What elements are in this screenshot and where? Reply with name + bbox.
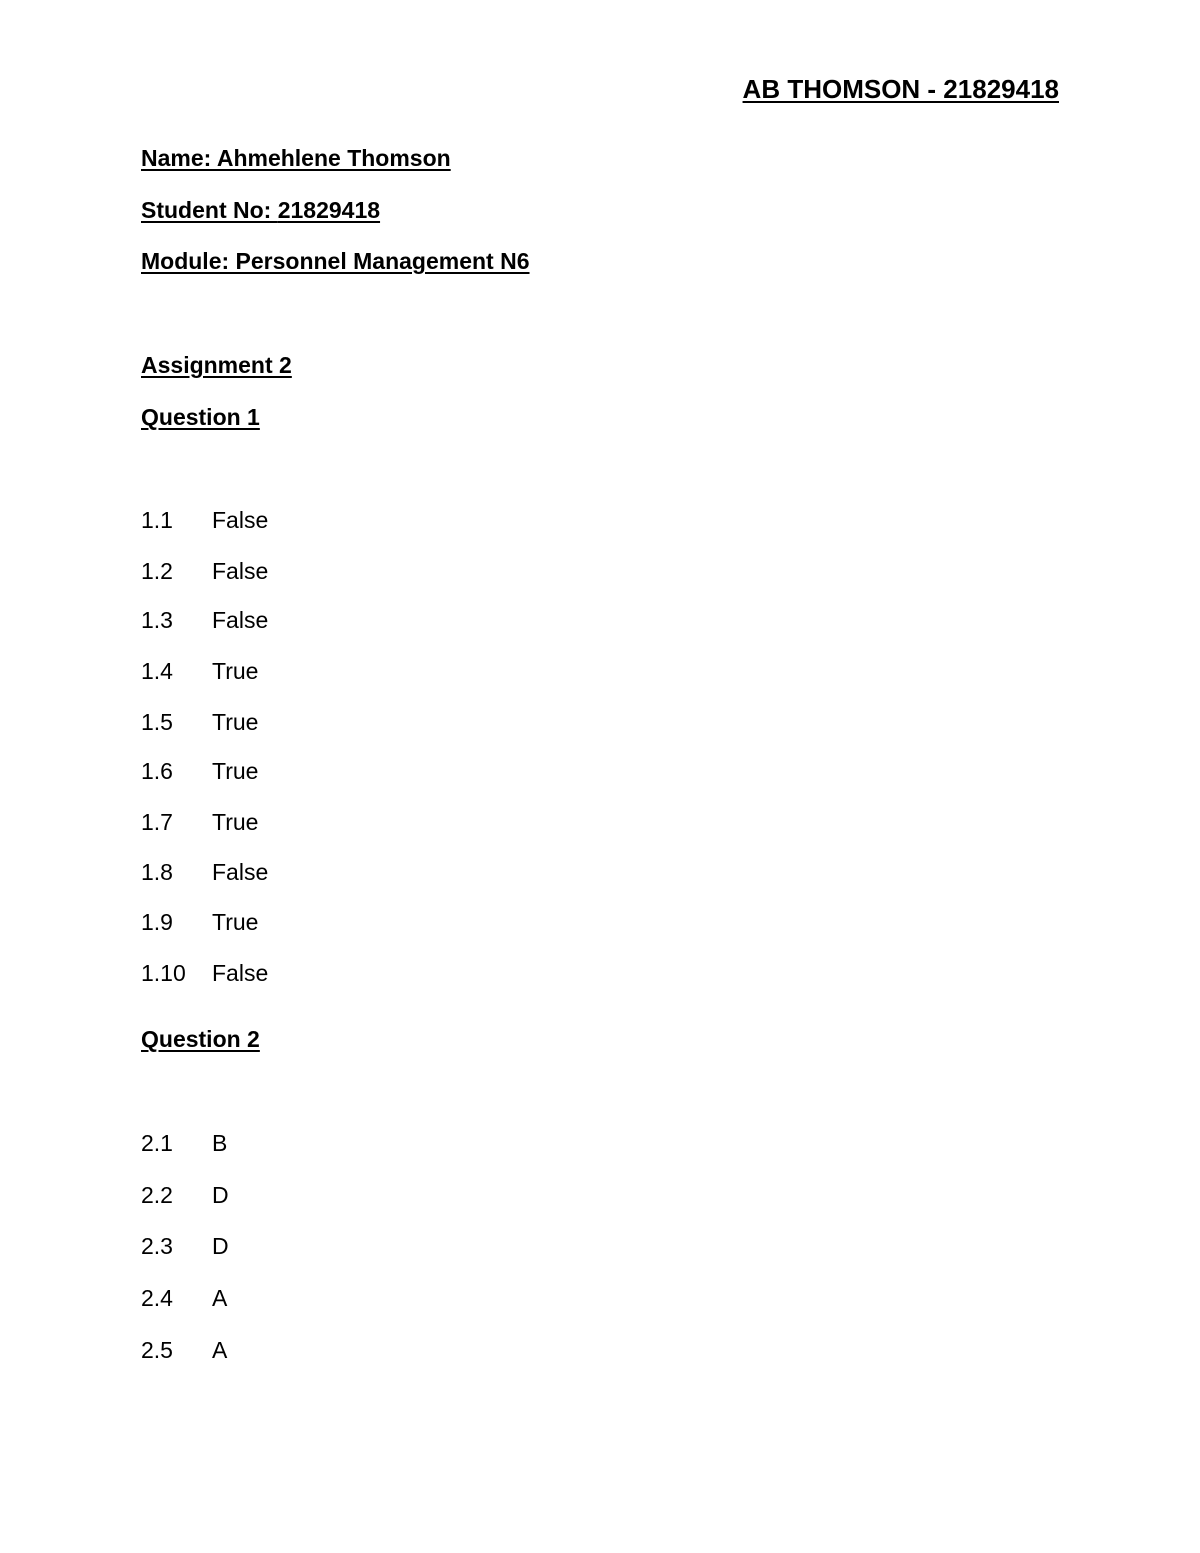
answer-number: 2.3 <box>141 1233 173 1259</box>
answer-row <box>141 1233 229 1263</box>
document-header: AB THOMSON - 21829418 <box>742 74 1059 104</box>
answer-number: 1.1 <box>141 507 173 533</box>
answer-row <box>141 1182 229 1212</box>
answer-row <box>141 859 268 889</box>
answer-value: D <box>212 1233 229 1259</box>
answer-number: 1.5 <box>141 709 173 735</box>
answer-row <box>141 1130 227 1160</box>
answer-number: 1.10 <box>141 960 186 986</box>
answer-value: True <box>212 709 259 735</box>
answer-value: A <box>212 1285 228 1311</box>
answer-value: False <box>212 960 269 986</box>
answer-value: False <box>212 558 269 584</box>
student-name: Name: Ahmehlene Thomson <box>141 145 451 171</box>
question-2-heading: Question 2 <box>141 1026 260 1052</box>
answer-value: A <box>212 1337 228 1363</box>
answer-value: True <box>212 809 259 835</box>
answer-row <box>141 507 268 537</box>
answer-row <box>141 658 258 688</box>
answer-row <box>141 1285 227 1315</box>
student-number-label: Student No: <box>141 197 278 223</box>
answer-number: 1.8 <box>141 859 173 885</box>
answer-row <box>141 809 258 839</box>
answer-number: 1.2 <box>141 558 173 584</box>
answer-number: 1.4 <box>141 658 173 684</box>
student-number-value: 21829418 <box>277 197 381 223</box>
answer-number: 2.4 <box>141 1285 173 1311</box>
module-name: Module: Personnel Management N6 <box>141 248 530 274</box>
student-number <box>141 197 380 224</box>
answer-value: False <box>212 607 269 633</box>
assignment-title: Assignment 2 <box>141 352 292 378</box>
answer-row <box>141 909 258 939</box>
answer-number: 1.9 <box>141 909 173 935</box>
question-1-heading: Question 1 <box>141 404 260 430</box>
answer-row <box>141 607 268 637</box>
answer-row <box>141 960 268 990</box>
answer-value: True <box>212 658 259 684</box>
answer-number: 2.1 <box>141 1130 173 1156</box>
answer-value: True <box>212 758 259 784</box>
answer-row <box>141 758 258 788</box>
answer-number: 1.3 <box>141 607 173 633</box>
answer-number: 2.2 <box>141 1182 173 1208</box>
answer-value: False <box>212 859 269 885</box>
answer-row <box>141 1337 227 1367</box>
answer-value: True <box>212 909 259 935</box>
answer-value: D <box>212 1182 229 1208</box>
answer-row <box>141 558 268 588</box>
answer-number: 1.7 <box>141 809 173 835</box>
answer-value: False <box>212 507 269 533</box>
answer-value: B <box>212 1130 228 1156</box>
answer-number: 1.6 <box>141 758 173 784</box>
answer-row <box>141 709 258 739</box>
answer-number: 2.5 <box>141 1337 173 1363</box>
